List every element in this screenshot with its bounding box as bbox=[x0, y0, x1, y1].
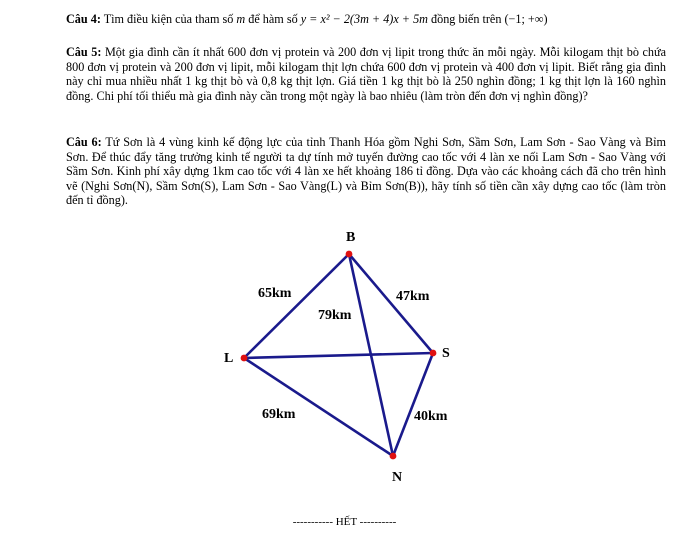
edge-sn-length: 40km bbox=[414, 409, 448, 424]
point-s bbox=[430, 350, 437, 357]
label-s: S bbox=[442, 346, 450, 361]
edge-lb-length: 65km bbox=[258, 286, 292, 301]
point-l bbox=[241, 355, 248, 362]
question-6-text: Tứ Sơn là 4 vùng kinh kế động lực của tỉnh Thanh Hóa gồm Nghi Sơn, Sầm Sơn, Lam Sơn - Sao Vàng và Bỉm Sơn. Để thúc đẩy tăng trưởng kinh tế người ta dự tính mở tuyến đường cao tốc với 4 làn xe nối Lam Sơn - Sao Vàng với Sầm Sơn. Kinh phí xây dựng 1km cao tốc với 4 làn xe hết khoảng 186 tỉ đồng. Dựa vào các khoảng cách đã cho trên hình vẽ (Nghi Sơn(N), Sầm Sơn(S), Lam Sơn - Sao Vàng(L) và Bỉm Sơn(B)), hãy tính số tiền cần xây dựng cao tốc (làm tròn đến tỉ đồng). bbox=[66, 135, 666, 208]
question-4-function: y = x² − 2(3m + 4)x + 5m bbox=[300, 12, 428, 26]
edge-ls bbox=[244, 353, 433, 358]
point-b bbox=[346, 251, 353, 258]
question-5-label: Câu 5: bbox=[66, 45, 102, 59]
label-l: L bbox=[224, 351, 234, 366]
question-4-text-before: Tìm điều kiện của tham số bbox=[100, 12, 237, 26]
label-n: N bbox=[392, 470, 403, 485]
question-4-label: Câu 4: bbox=[66, 12, 101, 26]
edge-sn bbox=[393, 353, 433, 456]
edge-ln-length: 69km bbox=[262, 407, 296, 422]
point-n bbox=[390, 453, 397, 460]
edge-bs-length: 47km bbox=[396, 289, 430, 304]
question-6-label: Câu 6: bbox=[66, 135, 102, 149]
question-4-interval: (−1; +∞) bbox=[504, 12, 548, 26]
question-5-text: Một gia đình cần ít nhất 600 đơn vị protein và 200 đơn vị lipit trong thức ăn mỗi ngày. Mỗi kilogam thịt bò chứa 800 đơn vị protein và 200 đơn vị lipit, mỗi kilogam thịt lợn chứa 600 đơn vị protein và 400 đơn vị lipit. Biết rằng gia đình này chỉ mua nhiều nhất 1 kg thịt bò và 0,8 kg thịt lợn. Giá tiền 1 kg thịt bò là 250 nghìn đồng; 1 kg thịt lợn là 160 nghìn đồng. Chi phí tối thiểu mà gia đình này cần trong một ngày là bao nhiêu (làm tròn đến đơn vị nghìn đồng)? bbox=[66, 45, 667, 103]
label-b: B bbox=[346, 230, 356, 245]
question-4-text-after: đồng biến trên bbox=[427, 12, 505, 26]
edge-lb bbox=[244, 254, 349, 358]
end-marker: ----------- HẾT ---------- bbox=[292, 516, 397, 528]
edge-bn-length: 79km bbox=[318, 308, 352, 323]
question-4-param: m bbox=[236, 12, 246, 26]
question-4-text-mid: để hàm số bbox=[245, 12, 301, 26]
